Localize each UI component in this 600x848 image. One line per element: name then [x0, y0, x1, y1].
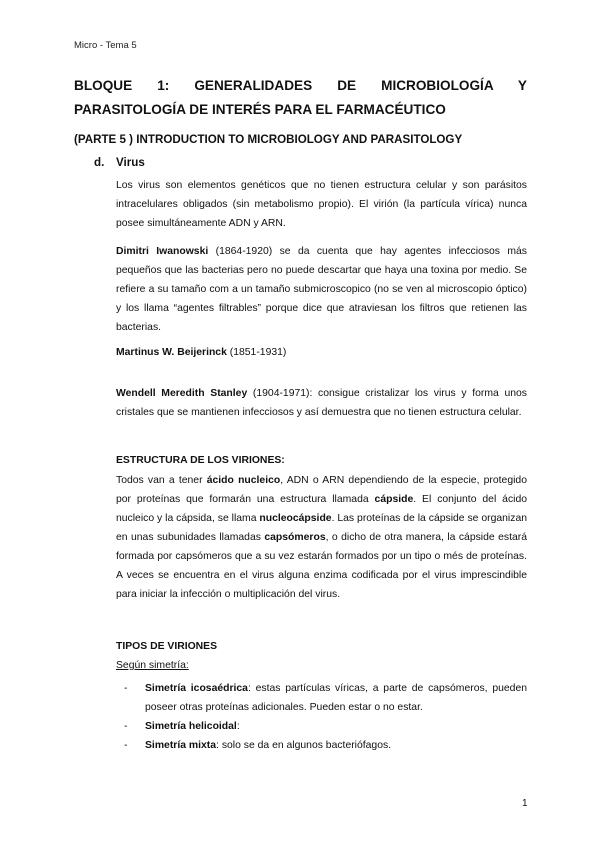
term-mixed: Simetría mixta: [145, 740, 217, 751]
paragraph-iwanowski: [116, 242, 527, 337]
part-subtitle: (PARTE 5 ) INTRODUCTION TO MICROBIOLOGY AND PARASITOLOGY: [74, 133, 463, 146]
term-nucleic-acid: ácido nucleico: [206, 475, 281, 486]
term-capsid: cápside: [374, 494, 414, 505]
text-run: , ADN o ARN dependiendo de la especie, protegido por proteínas que formarán una estructura llamada: [116, 475, 527, 505]
section-heading: [94, 156, 145, 169]
paragraph-beijerinck: [116, 343, 527, 362]
paragraph-text: (1904-1971): consigue cristalizar los virus y forma unos cristales que se mantienen infecciosos y así demuestra que no tienen estructura celular.: [116, 388, 527, 418]
subheading-symmetry: Según simetría:: [116, 660, 189, 671]
list-item-text: [145, 736, 527, 755]
document-title: [74, 74, 527, 122]
term-helical: Simetría helicoidal: [145, 721, 237, 732]
scientist-name: Martinus W. Beijerinck: [116, 347, 227, 358]
heading-virion-types: TIPOS DE VIRIONES: [116, 641, 218, 652]
list-item: [124, 717, 527, 737]
title-line-2: PARASITOLOGÍA DE INTERÉS PARA EL FARMACÉUTICO: [74, 102, 446, 117]
section-name: Virus: [116, 156, 145, 169]
scientist-name: Wendell Meredith Stanley: [116, 388, 248, 399]
page-number: 1: [522, 798, 528, 809]
list-item-text: [145, 717, 527, 736]
paragraph-virion-structure: [116, 471, 527, 604]
paragraph-virus-definition: Los virus son elementos genéticos que no tienen estructura celular y son parásitos intracelulares obligados (sin metabolismo propio). El virión (la partícula vírica) nunca posee simultáneamente ADN y ARN.: [116, 180, 527, 229]
term-icosahedral: Simetría icosaédrica: [145, 683, 248, 694]
text-run: . El conjunto del ácido nucleico y la cápsida, se llama: [116, 494, 527, 524]
bullet-dash: -: [124, 721, 128, 732]
term-capsomeres: capsómeros: [264, 532, 326, 543]
section-letter: d.: [94, 156, 105, 169]
text-run: Todos van a tener: [116, 475, 207, 486]
text-run: , o dicho de otra manera, la cápside estará formada por capsómeros que a su vez estarán formados por un tipo o més de proteínas. A veces se encuentra en el virus alguna enzima codificada por el virus imprescindible para iniciar la infección o multiplicación del virus.: [116, 532, 527, 600]
list-item: [124, 679, 527, 719]
paragraph-stanley: [116, 384, 527, 422]
heading-virion-structure: ESTRUCTURA DE LOS VIRIONES:: [116, 455, 285, 466]
list-item-text: [145, 679, 527, 717]
running-header: Micro - Tema 5: [74, 40, 137, 51]
text-run: . Las proteínas de la cápside se organizan en unas subunidades llamadas: [116, 513, 527, 543]
term-nucleocapsid: nucleocápside: [259, 513, 332, 524]
paragraph-text: (1864-1920) se da cuenta que hay agentes infecciosos más pequeños que las bacterias pero no puede descartar que haya una toxina por medio. Se refiere a su tamaño com a un tamaño submicroscopico (no se ven al microscopio óptico) y los llama “agentes filtrables” porque dice que atraviesan los filtros que retienen las bacterias.: [116, 246, 527, 333]
paragraph-text: (1851-1931): [226, 347, 287, 358]
bullet-dash: -: [124, 740, 128, 751]
list-item: [124, 736, 527, 756]
text-run: : solo se da en algunos bacteriófagos.: [216, 740, 392, 751]
text-run: : estas partículas víricas, a parte de capsómeros, pueden poseer otras proteínas adicionales. Pueden estar o no estar.: [145, 683, 527, 713]
bullet-dash: -: [124, 683, 128, 694]
title-line-1: BLOQUE 1: GENERALIDADES DE MICROBIOLOGÍA Y: [74, 78, 527, 93]
scientist-name: Dimitri Iwanowski: [116, 246, 209, 257]
text-run: :: [236, 721, 240, 732]
